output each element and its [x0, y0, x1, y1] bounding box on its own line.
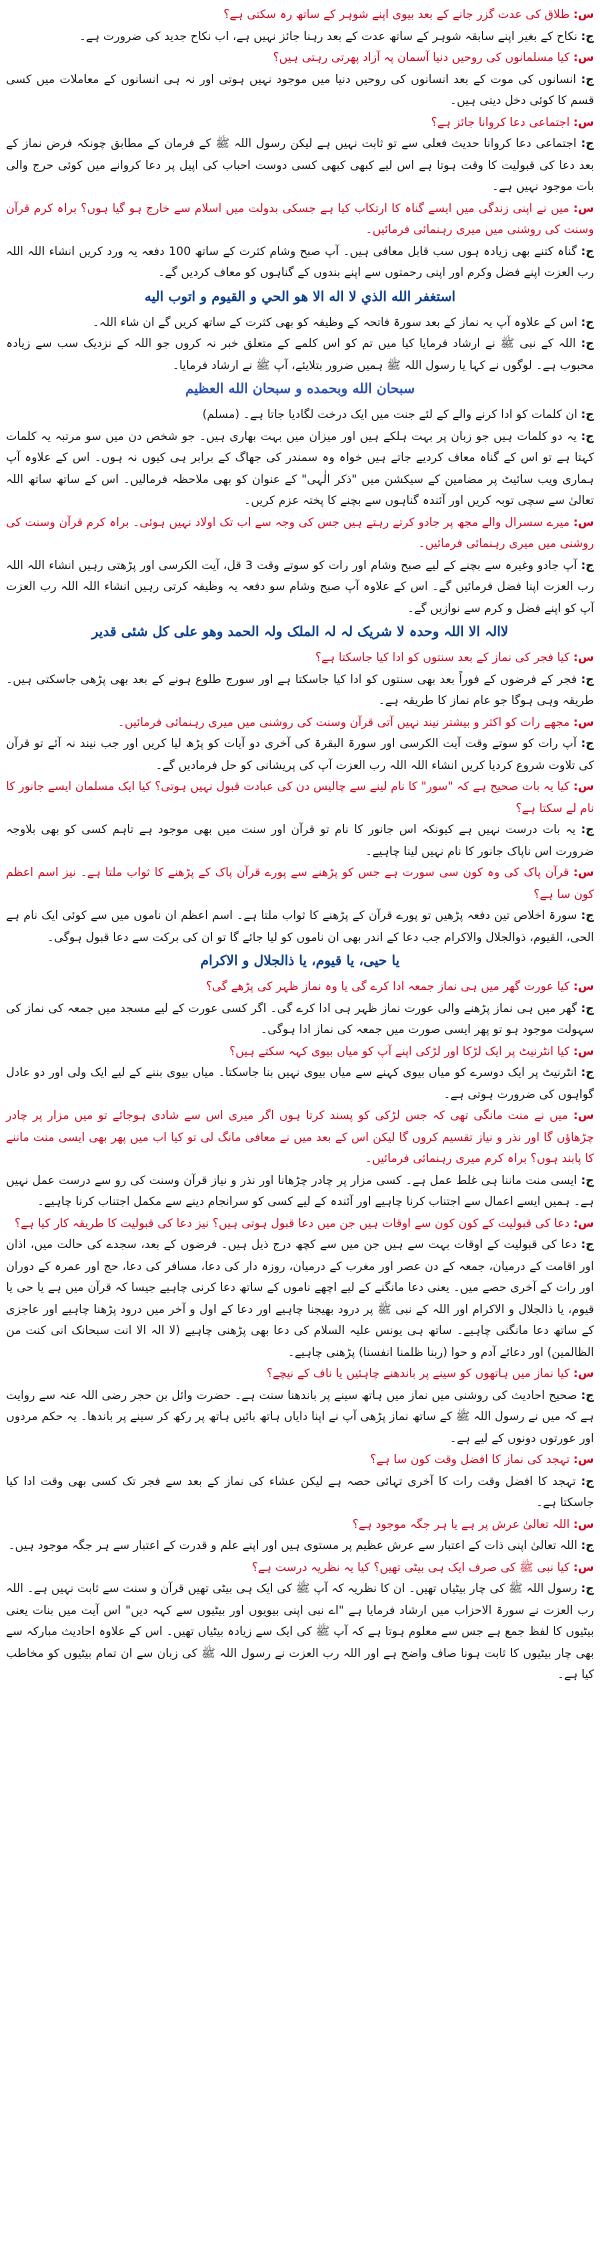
answer-marker: ج: — [581, 822, 594, 836]
question-marker: س: — [573, 1215, 594, 1230]
question-marker: س: — [573, 714, 594, 729]
paragraph-body: گھر میں ہی نماز پڑھنے والی عورت نماز ظہر ہی ادا کرے گی۔ اگر کسی عورت کے لیے مسجد میں جمعہ کی نماز کی سہولت موجود ہو تو پھر ایسی صورت میں جمعہ کی نماز ادا ہوگی۔ — [6, 1000, 594, 1036]
answer-text — [6, 1471, 594, 1514]
answer-text — [6, 905, 594, 948]
answer-marker: ج: — [581, 28, 594, 43]
answer-marker: ج: — [581, 336, 594, 350]
answer-marker: ج: — [581, 1473, 594, 1488]
arabic-verse: استغفر الله الذي لا اله الا هو الحي و القيوم و اتوب اليه — [144, 288, 456, 305]
answer-text — [6, 133, 594, 198]
question-marker: س: — [573, 1516, 594, 1531]
paragraph-body: کیا عورت گھر میں ہی نماز جمعہ ادا کرے گی یا وہ نماز ظہر کی پڑھے گی؟ — [205, 979, 574, 993]
question-text — [6, 1363, 594, 1385]
answer-text — [6, 26, 594, 48]
paragraph-body: دعا کی قبولیت کے کون کون سے اوقات ہیں جن میں دعا قبول ہوتی ہیں؟ نیز دعا کی قبولیت کا طریقہ کار کیا ہے؟ — [14, 1215, 574, 1230]
answer-marker: ج: — [581, 428, 594, 443]
answer-text — [6, 733, 594, 776]
paragraph-body: یہ بات درست نہیں ہے کیونکہ اس جانور کا نام تو قرآن اور سنت میں بھی موجود ہے تاہم کسی کو بھی بلاوجہ ضرورت اس ناپاک جانور کا نام نہیں لینا چاہیے۔ — [6, 822, 594, 858]
paragraph-body: تہجد کا افضل وقت رات کا آخری تہائی حصہ ہے لیکن عشاء کی نماز کے بعد سے فجر تک کسی بھی وقت ادا کیا جاسکتا ہے۔ — [6, 1473, 594, 1509]
question-marker: س: — [573, 7, 594, 21]
answer-text — [6, 555, 594, 620]
answer-text — [6, 1170, 594, 1213]
paragraph-body: اجتماعی دعا کروانا جائز ہے؟ — [431, 114, 574, 129]
paragraph-body: انسانوں کی موت کے بعد انسانوں کی روحیں دنیا میں موجود نہیں ہوتی اور نہ ہی انسانوں کے معاملات میں کسی قسم کا کوئی دخل دیتی ہیں۔ — [6, 71, 594, 107]
answer-marker: ج: — [581, 1172, 594, 1187]
question-text — [6, 1041, 594, 1063]
question-marker: س: — [573, 200, 594, 215]
question-text — [6, 1213, 594, 1235]
answer-marker: ج: — [581, 908, 594, 922]
answer-text — [6, 1535, 594, 1557]
question-marker: س: — [573, 1452, 594, 1466]
answer-text — [6, 1385, 594, 1450]
answer-text — [6, 819, 594, 862]
answer-marker: ج: — [581, 671, 594, 686]
question-marker: س: — [573, 979, 594, 993]
paragraph-body: دعا کی قبولیت کے اوقات بہت سے ہیں جن میں سے کچھ درج ذیل ہیں۔ فرضوں کے بعد، سجدے کی حالت میں، اذان اور اقامت کے درمیان، جمعہ کے دن عصر اور مغرب کے درمیان، روزہ دار کی دعا، مسافر کی دعا، حج اور عمرہ کے دوران اور رات کے آخری حصے میں۔ یعنی دعا مانگنے کے لیے اچھے ناموں کے ساتھ دعا کرنی چاہیے جیسا کہ قرآن میں ہے یا حی یا قیوم، یا ذالجلال و الاکرام اور اللہ کے نبی ﷺ پر درود بھیجنا چاہیے اور دعا کے اول و آخر میں درود پڑھنا چاہیے اور عاجزی کے ساتھ دعا مانگنی چاہیے۔ ساتھ ہی یونس علیہ السلام کی دعا بھی پڑھنی چاہیے (لا الہ الا انت سبحانک انی کنت من الظالمین) اور دعائے آدم و حوا (ربنا ظلمنا انفسنا) پڑھنی چاہیے۔ — [6, 1237, 594, 1359]
paragraph-body: کیا نماز میں ہاتھوں کو سینے پر باندھنے چاہئیں یا ناف کے نیچے؟ — [266, 1366, 574, 1380]
paragraph-body: تہجد کی نماز کا افضل وقت کون سا ہے؟ — [370, 1452, 574, 1466]
question-marker: س: — [573, 650, 594, 664]
paragraph-body: کیا نبی ﷺ کی صرف ایک ہی بیٹی تھیں؟ کیا یہ نظریہ درست ہے؟ — [251, 1559, 574, 1574]
question-text — [6, 976, 594, 998]
question-text — [6, 776, 594, 819]
answer-marker: ج: — [581, 71, 594, 86]
answer-text — [6, 241, 594, 284]
question-text — [6, 112, 594, 134]
paragraph-body: کیا انٹرنیٹ پر ایک لڑکا اور لڑکی اپنے آپ کو میاں بیوی کہہ سکتے ہیں؟ — [229, 1043, 574, 1058]
paragraph-body: اس کے علاوہ آپ یہ نماز کے بعد سورۃ فاتحہ کے وظیفہ کو بھی کثرت کے ساتھ کریں گے ان شاء اللہ۔ — [92, 314, 581, 329]
question-marker: س: — [573, 1366, 594, 1380]
paragraph-body: گناہ کتنے بھی زیادہ ہوں سب قابل معافی ہیں۔ آپ صبح وشام کثرت کے ساتھ 100 دفعہ یہ ورد کریں انشاء اللہ اللہ رب العزت اپنے فضل وکرم اور اپنی رحمتوں سے اپنے بندوں کے گناہوں کو معاف کردیں گے۔ — [6, 243, 594, 279]
answer-marker: ج: — [581, 736, 594, 750]
answer-text — [6, 1578, 594, 1686]
answer-text — [6, 404, 594, 426]
question-marker: س: — [573, 1559, 594, 1574]
arabic-verse: سبحان الله وبحمده و سبحان الله العظيم — [185, 381, 415, 397]
question-text — [6, 4, 594, 26]
paragraph-body: نکاح کے بغیر اپنے سابقہ شوہر کے ساتھ عدت کے بعد رہنا جائز نہیں ہے، اب نکاح جدید کی ضرورت ہے۔ — [79, 28, 581, 43]
answer-text — [6, 669, 594, 712]
answer-marker: ج: — [580, 243, 594, 258]
question-marker: س: — [573, 779, 594, 793]
paragraph-body: کیا یہ بات صحیح ہے کہ "سور" کا نام لینے سے چالیس دن کی عبادت قبول نہیں ہوتی؟ کیا ایک مسلمان ایسے جانور کا نام لے سکتا ہے؟ — [5, 779, 594, 815]
answer-text — [6, 1062, 594, 1105]
question-marker: س: — [573, 865, 594, 879]
answer-text — [6, 998, 594, 1041]
answer-marker: ج: — [581, 557, 595, 572]
paragraph-body: میں نے اپنی زندگی میں ایسے گناہ کا ارتکاب کیا ہے جسکی بدولت میں اسلام سے خارج ہو گیا ہوں؟ براہ کرم قرآن وسنت کی روشنی میں میری رہنمائی فرمائیں۔ — [6, 200, 594, 236]
answer-text — [6, 333, 594, 376]
paragraph-body: فجر کے فرضوں کے فوراً بعد بھی سنتوں کو ادا کیا جاسکتا ہے اور سورج طلوع ہونے کے بعد بھی پڑھی جاسکتی ہیں۔ طریقہ وہی ہوگا جو عام نماز کا طریقہ ہے۔ — [6, 671, 594, 707]
question-marker: س: — [573, 50, 594, 64]
question-text — [6, 512, 594, 555]
answer-marker: ج: — [581, 314, 594, 329]
answer-text — [6, 312, 594, 334]
answer-marker: ج: — [581, 1065, 594, 1079]
question-text — [6, 1105, 594, 1170]
question-marker: س: — [573, 114, 594, 129]
answer-marker: ج: — [581, 136, 594, 150]
paragraph-body: انٹرنیٹ پر ایک دوسرے کو میاں بیوی کہنے سے میاں بیوی نہیں بنا جاسکتا۔ میاں بیوی بننے کے لیے ایک ولی اور دو عادل گواہوں کی ضرورت ہوتی ہے۔ — [6, 1065, 594, 1101]
answer-marker: ج: — [581, 1387, 594, 1402]
answer-text — [6, 69, 594, 112]
question-text — [6, 47, 594, 69]
paragraph-body: آپ رات کو سوتے وقت آیت الکرسی اور سورۃ البقرۃ کی آخری دو آیات کو پڑھ لیا کریں اور جب نیند نہ آئے تو قرآن کی تلاوت شروع کردیا کریں انشاء اللہ اللہ رب العزت آپ کی پریشانی کو حل فرمادیں گے۔ — [6, 736, 594, 772]
paragraph-body: رسول اللہ ﷺ کی چار بیٹیاں تھیں۔ ان کا نظریہ کہ آپ ﷺ کی ایک ہی بیٹی تھیں قرآن و سنت سے ثابت نہیں ہے۔ اللہ رب العزت نے سورۃ الاحزاب میں ارشاد فرمایا ہے "اے نبی اپنی بیویوں اور بیٹیوں سے کہہ دیں" اس آیت میں بنات یعنی بیٹیوں کا لفظ جمع ہے جس سے معلوم ہوتا ہے کہ آپ ﷺ کی ایک سے زیادہ بیٹیاں تھیں۔ اس کے علاوہ احادیث مبارکہ سے بھی چار بیٹیوں کا ثابت ہونا صاف واضح ہے اور اللہ رب العزت نے رسول اللہ ﷺ کی زبان سے ان تمام بیٹیوں کو مخاطب کیا ہے۔ — [6, 1581, 594, 1681]
answer-marker: ج: — [581, 1581, 594, 1595]
paragraph-body: اللہ کے نبی ﷺ نے ارشاد فرمایا کیا میں تم کو اس کلمے کے متعلق خبر نہ کروں جو اللہ کے نزدیک سب سے زیادہ محبوب ہے۔ لوگوں نے کہا یا رسول اللہ ﷺ ہمیں ضرور بتلایئے، آپ ﷺ نے ارشاد فرمایا۔ — [6, 336, 594, 372]
question-marker: س: — [573, 1108, 594, 1122]
paragraph-body: اللہ تعالیٰ اپنی ذات کے اعتبار سے عرش عظیم پر مستوی ہیں اور اپنے علم و قدرت کے اعتبار سے ہر جگہ موجود ہیں۔ — [8, 1538, 581, 1552]
paragraph-body: سورۃ اخلاص تین دفعہ پڑھیں تو پورے قرآن کے پڑھنے کا ثواب ملتا ہے۔ اسم اعظم ان ناموں میں سے کوئی ایک نام ہے الحی، القیوم، ذوالجلال والاکرام جب دعا کے اندر بھی ان ناموں کو لیا جائے گا تو ان کی برکت سے دعا قبول ہوگی۔ — [6, 908, 594, 944]
question-text — [6, 712, 594, 734]
paragraph-body: اللہ تعالیٰ عرش پر ہے یا ہر جگہ موجود ہے؟ — [352, 1516, 574, 1531]
paragraph-body: صحیح احادیث کی روشنی میں نماز میں ہاتھ سینے پر باندھنا سنت ہے۔ حضرت وائل بن حجر رضی اللہ عنہ سے روایت ہے کہ میں نے رسول اللہ ﷺ کے ساتھ نماز پڑھی آپ نے اپنا دایاں ہاتھ بائیں ہاتھ پر رکھ کر سینے پر باندھا۔ یہ حکم مردوں اور عورتوں دونوں کے لیے ہے۔ — [6, 1387, 594, 1445]
answer-text — [6, 426, 594, 512]
question-text — [6, 1557, 594, 1579]
paragraph-body: آپ جادو وغیرہ سے بچنے کے لیے صبح وشام اور رات کو سوتے وقت 3 قل، آیت الکرسی اور پڑھتی رہیں انشاء اللہ اللہ رب العزت اپنا فضل فرمائیں گے۔ اس کے علاوہ آپ صبح وشام سو دفعہ یہ وظیفہ کرتی رہیں انشاء اللہ اللہ رب العزت آپ کو اپنے فضل و کرم سے نوازیں گے۔ — [6, 557, 594, 615]
paragraph-body: کیا مسلمانوں کی روحیں دنیا آسمان پہ آزاد پھرتی رہتی ہیں؟ — [273, 50, 574, 64]
answer-marker: ج: — [581, 1538, 594, 1552]
question-marker: س: — [573, 514, 594, 529]
question-text — [6, 198, 594, 241]
arabic-verse: یا حیی، یا قیوم، یا ذالجلال و الاکرام — [200, 953, 400, 969]
answer-marker: ج: — [581, 1237, 594, 1251]
paragraph-body: قرآن پاک کی وہ کون سی سورت ہے جس کو پڑھنے سے پورے قرآن پاک کے پڑھنے کا ثواب ملتا ہے۔ نیز اسم اعظم کون سا ہے؟ — [6, 865, 594, 901]
question-text — [6, 862, 594, 905]
paragraph-body: یہ دو کلمات ہیں جو زبان پر بہت ہلکے ہیں اور میزان میں بہت بھاری ہیں۔ جو شخص دن میں سو مرتبہ یہ کلمات کہتا ہے تو اس کے گناہ معاف کردیے جاتے ہیں خواہ وہ سمندر کی جھاگ کے برابر ہی کیوں نہ ہوں۔ اس کے علاوہ آپ ہماری ویب سائیٹ پر مضامین کے سیکشن میں "ذکر الٰہی" کے عنوان کو بھی ملاحظہ فرمالیں۔ اس کے ساتھ ساتھ اللہ تعالیٰ سے سچی توبہ کریں اور آئندہ گناہوں سے بچنے کا پختہ عزم کریں۔ — [6, 428, 594, 507]
answer-text — [6, 1234, 594, 1363]
answer-marker: ج: — [581, 1000, 594, 1015]
question-text — [6, 647, 594, 669]
arabic-verse: لاالہ الا اللہ وحدہ لا شریک لہ لہ الملک ولہ الحمد وھو علی کل شئی قدیر — [91, 624, 509, 640]
paragraph-body: میرے سسرال والے مجھ پر جادو کرتے رہتے ہیں جس کی وجہ سے اب تک اولاد نہیں ہوئی۔ براہ کرم قرآن وسنت کی روشنی میں میری رہنمائی فرمائیں۔ — [6, 514, 594, 550]
paragraph-body: طلاق کی عدت گزر جانے کے بعد بیوی اپنے شوہر کے ساتھ رہ سکتی ہے؟ — [223, 7, 574, 21]
paragraph-body: مجھے رات کو اکثر و بیشتر نیند نہیں آتی قرآن وسنت کی روشنی میں میری رہنمائی فرمائیں۔ — [117, 714, 574, 729]
paragraph-body: اجتماعی دعا کروانا حدیث فعلی سے تو ثابت نہیں ہے لیکن رسول اللہ ﷺ کے فرمان کے مطابق چونکہ فرض نماز کے بعد دعا کی قبولیت کا وقت ہوتا ہے اس لیے کبھی کبھی کسی دوست احباب کی اپیل پر دعا کروانے میں کوئی حرج والی بات موجود نہیں ہے۔ — [6, 136, 594, 193]
answer-marker: ج: — [581, 407, 594, 421]
paragraph-body: ان کلمات کو ادا کرنے والے کے لئے جنت میں ایک درخت لگادیا جاتا ہے۔ (مسلم) — [202, 407, 581, 421]
paragraph-body: ایسی منت ماننا ہی غلط عمل ہے۔ کسی مزار پر چادر چڑھانا اور نذر و نیاز قرآن وسنت کی رو سے درست عمل نہیں ہے۔ ہمیں ایسے اعمال سے اجتناب کرنا چاہیے اور آئندہ کے لیے کسی کو سرانجام دینے سے مکمل اجتناب کرنا چاہیے۔ — [6, 1172, 594, 1208]
question-marker: س: — [573, 1043, 594, 1058]
qa-content — [6, 4, 594, 1686]
question-text — [6, 1514, 594, 1536]
question-text — [6, 1449, 594, 1471]
paragraph-body: کیا فجر کی نماز کے بعد سنتوں کو ادا کیا جاسکتا ہے؟ — [315, 650, 574, 664]
paragraph-body: میں نے منت مانگی تھی کہ جس لڑکی کو پسند کرتا ہوں اگر میری اس سے شادی ہوجائے تو میں مزار پر چادر چڑھاؤں گا اور نذر و نیاز تقسیم کروں گا لیکن اس کے بعد میں نے معافی مانگ لی تو کیا اب میں پھر بھی ایسی منت ماننے کا پابند ہوں؟ براہ کرم میری رہنمائی فرمائیں۔ — [6, 1108, 594, 1165]
